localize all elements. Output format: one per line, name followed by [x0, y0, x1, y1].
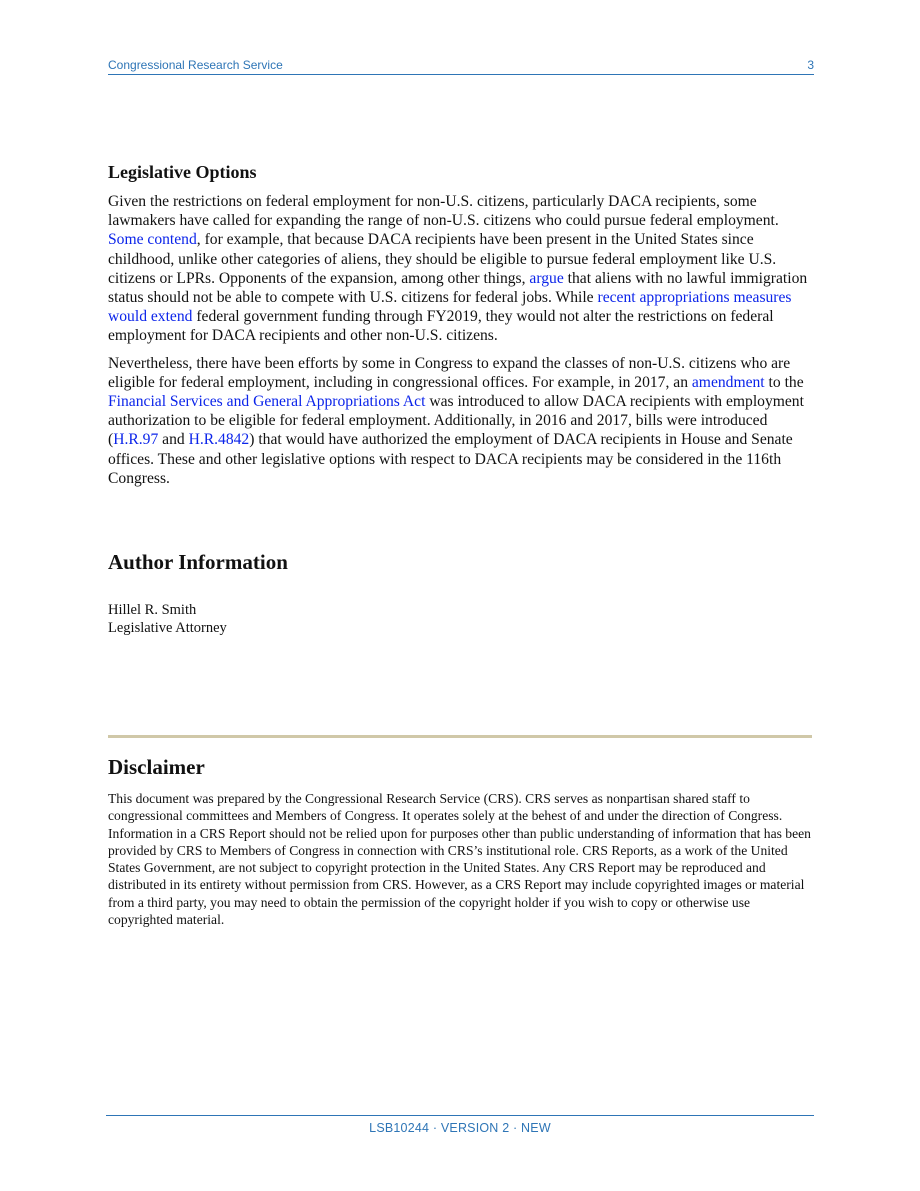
argue-link[interactable]: argue: [529, 269, 564, 287]
text-run: Given the restrictions on federal employment for non-U.S. citizens, particularly DACA recipients, some lawmakers have called for expanding the range of non-U.S. citizens who could pursue federal employment.: [108, 193, 779, 230]
text-run: federal government funding through FY2019, they would not alter the restrictions on federal employment for DACA recipients and other non-U.S. citizens.: [108, 308, 774, 345]
text-run: to the: [764, 373, 804, 391]
text-run: and: [158, 431, 189, 449]
header-org-name: Congressional Research Service: [108, 58, 283, 72]
some-contend-link[interactable]: Some contend: [108, 231, 197, 249]
legislative-options-section: [108, 160, 814, 496]
appropriations-measures-link[interactable]: recent appropriations measures would extend: [108, 289, 792, 326]
legislative-options-paragraph-1: [108, 192, 814, 346]
text-run: ) that would have authorized the employment of DACA recipients in House and Senate offices. These and other legislative options with respect to DACA recipients may be considered in the 116th Congress.: [108, 431, 793, 487]
page-footer: [106, 1115, 814, 1135]
text-run: was introduced to allow DACA recipients with employment authorization to be eligible for federal employment. Additionally, in 2016 and 2017, bills were introduced (: [108, 393, 804, 449]
author-title: Legislative Attorney: [108, 620, 227, 636]
legislative-options-heading: Legislative Options: [108, 162, 257, 182]
legislative-options-paragraph-2: [108, 354, 814, 488]
author-name: Hillel R. Smith: [108, 602, 197, 618]
report-id-version: LSB10244 · VERSION 2 · NEW: [369, 1121, 551, 1135]
author-information-heading: Author Information: [108, 550, 288, 574]
appropriations-act-link[interactable]: Financial Services and General Appropriations Act: [108, 393, 426, 411]
disclaimer-heading: Disclaimer: [108, 755, 205, 779]
hr4842-link[interactable]: H.R.4842: [188, 431, 250, 449]
text-run: that aliens with no lawful immigration status should not be able to compete with U.S. citizens for federal jobs. While: [108, 269, 808, 307]
disclaimer-text: This document was prepared by the Congressional Research Service (CRS). CRS serves as nonpartisan shared staff to congressional committees and Members of Congress. It operates solely at the behest of and under the direction of Congress. Information in a CRS Report should not be relied upon for purposes other than public understanding of information that has been provided by CRS to Members of Congress in connection with CRS’s institutional role. CRS Reports, as a work of the United States Government, are not subject to copyright protection in the United States. Any CRS Report may be reproduced and distributed in its entirety without permission from CRS. However, as a CRS Report may include copyrighted images or material from a third party, you may need to obtain the permission of the copyright holder if you wish to copy or otherwise use copyrighted material.: [108, 791, 811, 928]
page-header: [108, 58, 814, 75]
text-run: Nevertheless, there have been efforts by some in Congress to expand the classes of non-U.S. citizens who are eligible for federal employment, including in congressional offices. For example, in 2017, an: [108, 354, 791, 391]
author-block: [108, 601, 227, 637]
hr97-link[interactable]: H.R.97: [113, 431, 159, 449]
section-divider: [108, 735, 812, 738]
page-number: 3: [807, 58, 814, 72]
amendment-link[interactable]: amendment: [691, 373, 765, 391]
text-run: , for example, that because DACA recipients have been present in the United States since childhood, unlike other categories of aliens, they should be eligible to pursue federal employment like U.S. citizens or LPRs. Opponents of the expansion, among other things,: [108, 231, 777, 287]
